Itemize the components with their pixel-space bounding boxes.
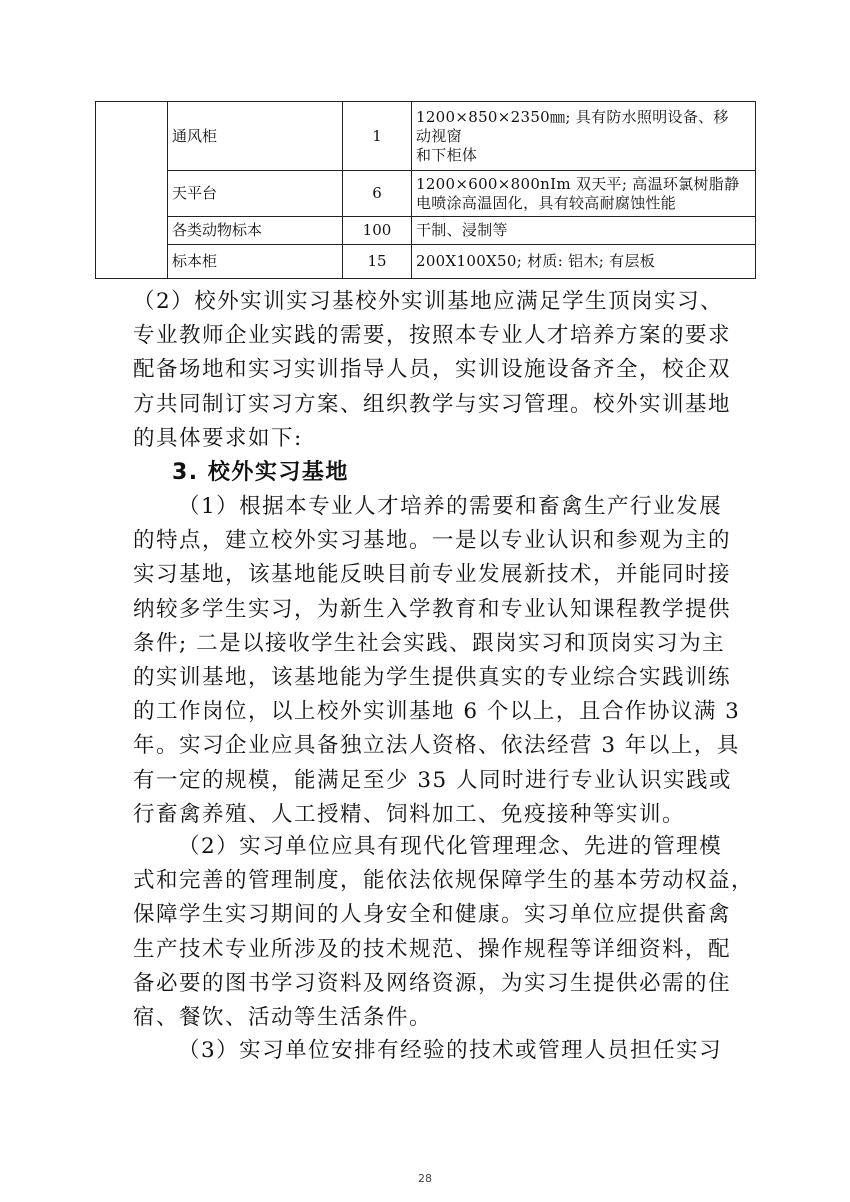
equipment-table: [95, 101, 756, 279]
item-name: 通风柜: [168, 102, 343, 171]
item-quantity: 100: [343, 217, 412, 245]
paragraph-offsite-training: （2）校外实训实习基校外实训基地应满足学生顶岗实习、 专业教师企业实践的需要，按照本专业人才培养方案的要求 配备场地和实习实训指导人员，实训设施设备齐全，校企双 方共同制订实习方案、组织教学与实习管理。校外实训基地 的具体要求如下:: [133, 289, 732, 451]
item-quantity: 6: [343, 171, 412, 217]
item-name: 天平台: [168, 171, 343, 217]
paragraph-2: （2）实习单位应具有现代化管理理念、先进的管理模 式和完善的管理制度，能依法依规保障学生的基本劳动权益， 保障学生实习期间的人身安全和健康。实习单位应提供畜禽 生产技术专业所涉及的技术规范、操作规程等详细资料，配 备必要的图书学习资料及网络资源，为实习生提供必需的住 宿、餐饮、活动等生活条件。: [133, 834, 755, 1031]
table-row: [96, 245, 756, 279]
paragraph-1: （1）根据本专业人才培养的需要和畜禽生产行业发展 的特点，建立校外实习基地。一是以专业认识和参观为主的 实习基地，该基地能反映目前专业发展新技术，并能同时接 纳较多学生实习，为新生入学教育和专业认知课程教学提供 条件; 二是以接收学生社会实践、跟岗实习和顶岗实习为主 的实训基地，该基地能为学生提供真实的专业综合实践训练 的工作岗位，以上校外实训基地 6 个以上，且合作协议满 3 年。实习企业应具备独立法人资格、依法经营 3 年以上，具 有一定的规模，能满足至少 35 人同时进行专业认识实践或 行畜禽养殖、人工授精、饲料加工、免疫接种等实训。: [133, 494, 741, 827]
item-spec: 1200×600×800nIm 双天平; 高温环氯树脂静 电喷涂高温固化，具有较高耐腐蚀性能: [412, 171, 756, 217]
item-spec: 干制、浸制等: [412, 217, 756, 245]
item-quantity: 15: [343, 245, 412, 279]
page-number: 28: [418, 1172, 432, 1185]
table-row: [96, 171, 756, 217]
item-spec: 1200×850×2350㎜; 具有防水照明设备、移 动视窗 和下柜体: [412, 102, 756, 171]
paragraph-3: （3）实习单位安排有经验的技术或管理人员担任实习: [178, 1038, 723, 1063]
section-heading: 3. 校外实习基地: [172, 460, 349, 485]
item-quantity: 1: [343, 102, 412, 171]
item-name: 标本柜: [168, 245, 343, 279]
category-cell: [96, 102, 168, 279]
table-row: [96, 102, 756, 171]
item-name: 各类动物标本: [168, 217, 343, 245]
item-spec: 200X100X50; 材质: 铝木; 有层板: [412, 245, 756, 279]
table-row: [96, 217, 756, 245]
